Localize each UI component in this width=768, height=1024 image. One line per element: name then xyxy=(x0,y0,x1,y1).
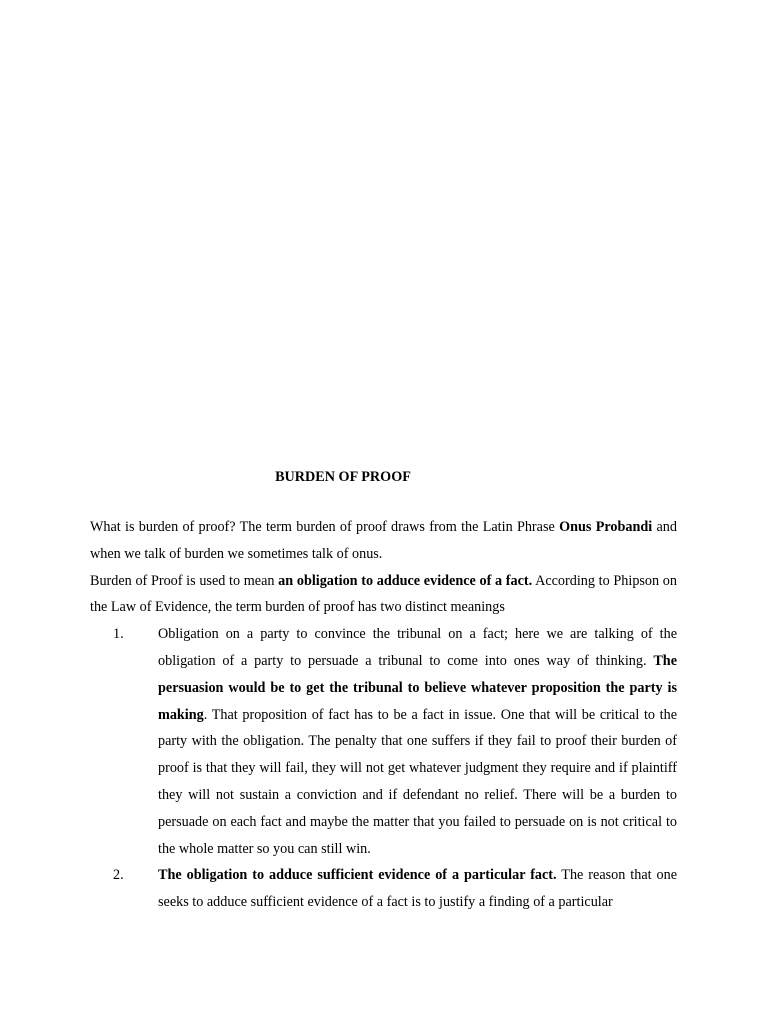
paragraph-segment-bold: an obligation to adduce evidence of a fact. xyxy=(278,572,533,589)
document-body xyxy=(90,514,677,916)
list-item-segment-bold: The obligation to adduce sufficient evidence of a particular fact. xyxy=(158,867,557,884)
list-item-segment: Obligation on a party to convince the tribunal on a fact; here we are talking of the obligation of a party to persuade a tribunal to come into ones way of thinking. xyxy=(158,626,677,669)
meanings-list xyxy=(90,621,677,916)
list-item-segment: . That proposition of fact has to be a fact in issue. One that will be critical to the party with the obligation. The penalty that one suffers if they fail to proof their burden of proof is that they will fail, they will not get whatever judgment they require and if plaintiff they will not sustain a conviction and if defendant no relief. There will be a burden to persuade on each fact and maybe the matter that you failed to persuade on is not critical to the whole matter so you can still win. xyxy=(158,706,677,857)
paragraph-segment: According to Phipson on the Law of Evidence, the term burden of proof has two distinct meanings xyxy=(90,572,677,616)
document-title: BURDEN OF PROOF xyxy=(275,469,411,485)
list-item-number: 2. xyxy=(113,867,124,884)
paragraph-segment: and when we talk of burden we sometimes talk of onus. xyxy=(90,519,677,562)
list-item-segment: The reason that one seeks to adduce sufficient evidence of a fact is to justify a finding of a particular xyxy=(158,867,677,911)
list-item-segment-bold: The persuasion would be to get the tribunal to believe whatever proposition the party is making xyxy=(158,652,677,723)
paragraph-segment: What is burden of proof? The term burden of proof draws from the Latin Phrase xyxy=(90,519,560,535)
paragraph-definition xyxy=(90,568,677,622)
paragraph-segment-bold: Onus Probandi xyxy=(559,519,653,535)
paragraph-segment: Burden of Proof is used to mean xyxy=(90,572,279,589)
list-item xyxy=(90,621,677,862)
list-item xyxy=(90,862,677,916)
list-item-number: 1. xyxy=(113,626,124,643)
paragraph-intro xyxy=(90,514,677,568)
